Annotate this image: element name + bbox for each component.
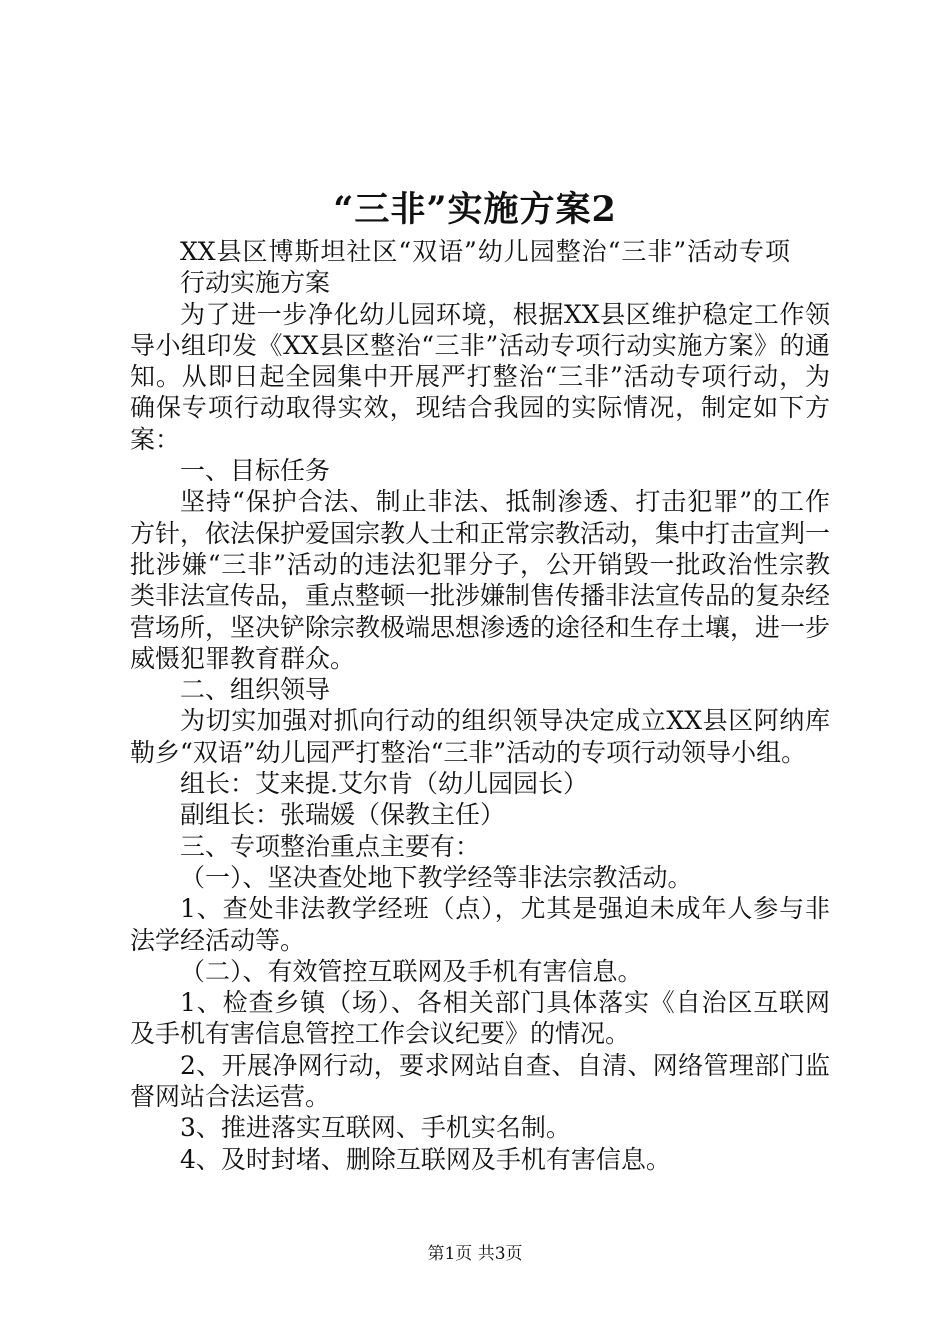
list-item: 3、推进落实互联网、手机实名制。 xyxy=(180,1113,571,1143)
paragraph: 副组长：张瑞媛（保教主任） xyxy=(180,800,506,830)
document-subtitle: XX县区博斯坦社区“双语”幼儿园整治“三非”活动专项行动实施方案 xyxy=(180,237,790,298)
paragraph: 坚持“保护合法、制止非法、抵制渗透、打击犯罪”的工作方针，依法保护爱国宗教人士和正常宗教活动，集中打击宣判一批涉嫌“三非”活动的违法犯罪分子，公开销毁一批政治性宗教类非法宣传品，重点整顿一批涉嫌制售传播非法宣传品的复杂经营场所，坚决铲除宗教极端思想渗透的途径和生存土壤，进一步威慑犯罪教育群众。 xyxy=(130,487,831,673)
section-heading: 二、组织领导 xyxy=(180,675,331,705)
subsection-heading: （二）、有效管控互联网及手机有害信息。 xyxy=(180,956,643,986)
intro-paragraph: 为了进一步净化幼儿园环境，根据XX县区维护稳定工作领导小组印发《XX县区整治“三非”活动专项行动实施方案》的通知。从即日起全园集中开展严打整治“三非”活动专项行动，为确保专项行动取得实效，现结合我园的实际情况，制定如下方案： xyxy=(130,299,830,454)
list-item: 4、及时封堵、删除互联网及手机有害信息。 xyxy=(180,1144,671,1174)
list-item: 2、开展净网行动，要求网站自查、自清、网络管理部门监督网站合法运营。 xyxy=(130,1050,830,1112)
list-item: 1、查处非法教学经班（点），尤其是强迫未成年人参与非法学经活动等。 xyxy=(130,894,830,955)
document-title: “三非”实施方案2 xyxy=(333,189,617,230)
paragraph: 组长：艾来提.艾尔肯（幼儿园园长） xyxy=(180,769,588,799)
subsection-heading: （一）、坚决查处地下教学经等非法宗教活动。 xyxy=(180,862,693,892)
section-heading: 三、专项整治重点主要有： xyxy=(180,831,481,861)
section-heading: 一、目标任务 xyxy=(180,456,331,486)
document-body xyxy=(130,236,830,1175)
page-number: 第1页 共3页 xyxy=(427,1244,523,1264)
paragraph: 为切实加强对抓向行动的组织领导决定成立XX县区阿纳库勒乡“双语”幼儿园严打整治“三非”活动的专项行动领导小组。 xyxy=(130,706,830,767)
list-item: 1、检查乡镇（场）、各相关部门具体落实《自治区互联网及手机有害信息管控工作会议纪要》的情况。 xyxy=(130,988,830,1049)
